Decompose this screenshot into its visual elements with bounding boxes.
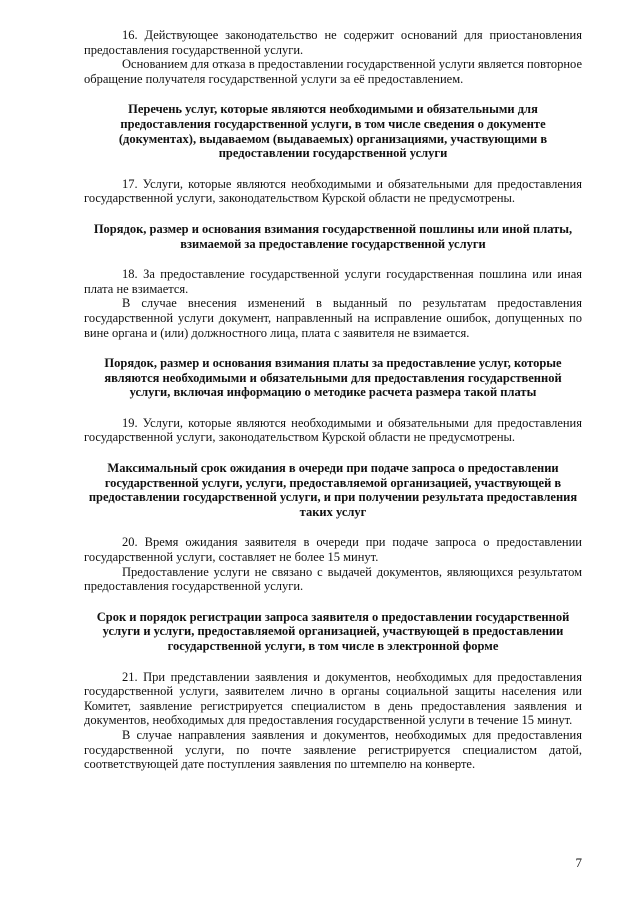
page-number: 7 — [575, 855, 582, 870]
paragraph-20-waiting: 20. Время ожидания заявителя в очереди при подаче запроса о предоставлении государственной услуги, составляет не более 15 минут. — [84, 535, 582, 565]
paragraph-21-by-mail: В случае направления заявления и документов, необходимых для предоставления государственной услуги, по почте заявление регистрируется специалистом датой, соответствующей дате поступления заявления по штемпелю на конверте. — [84, 727, 582, 772]
heading-state-fee: Порядок, размер и основания взимания государственной пошлины или иной платы, взимаемой за предоставление государственной услуги — [93, 221, 573, 251]
heading-required-services: Перечень услуг, которые являются необходимыми и обязательными для предоставления государственной услуги, в том числе сведения о документе (документах), выдаваемом (выдаваемых) организациями, участвующими в предоставлении государственной услуги — [118, 102, 548, 161]
paragraph-17: 17. Услуги, которые являются необходимыми и обязательными для предоставления государственной услуги, законодательством Курской области не предусмотрены. — [84, 176, 582, 206]
paragraph-18-fee: 18. За предоставление государственной услуги государственная пошлина или иная плата не взимается. — [84, 267, 582, 296]
heading-request-registration: Срок и порядок регистрации запроса заявителя о предоставлении государственной услуги и услуги, предоставляемой организацией, участвующей в предоставлении государственной услуги, в том числе в электронной форме — [96, 609, 570, 653]
paragraph-20-documents: Предоставление услуги не связано с выдачей документов, являющихся результатом предоставления государственной услуги. — [84, 564, 582, 594]
paragraph-16-refusal: Основанием для отказа в предоставлении государственной услуги является повторное обращение получателя государственной услуги за её предоставлением. — [84, 57, 582, 86]
paragraph-19: 19. Услуги, которые являются необходимыми и обязательными для предоставления государственной услуги, законодательством Курской области не предусмотрены. — [84, 415, 582, 445]
heading-payment-for-services: Порядок, размер и основания взимания платы за предоставление услуг, которые являются необходимыми и обязательными для предоставления государственной услуги, включая информацию о методике расчета размера такой платы — [104, 356, 562, 400]
heading-queue-waiting-time: Максимальный срок ожидания в очереди при подаче запроса о предоставлении государственной услуги, услуги, предоставляемой организацией, участвующей в предоставлении государственной услуги, и при получении результата предоставления таких услуг — [88, 461, 578, 519]
paragraph-16-suspension: 16. Действующее законодательство не содержит оснований для приостановления предоставления государственной услуги. — [84, 28, 582, 57]
paragraph-21-in-person: 21. При представлении заявления и документов, необходимых для предоставления государственной услуги, заявителем лично в органы социальной защиты населения или Комитет, заявление регистрируется специалистом в день предоставления заявления и документов, необходимых для предоставления государственной услуги в течение 15 минут. — [84, 669, 582, 728]
paragraph-18-corrections: В случае внесения изменений в выданный по результатам предоставления государственной услуги документ, направленный на исправление ошибок, допущенных по вине органа и (или) должностного лица, плата с заявителя не взимается. — [84, 296, 582, 340]
